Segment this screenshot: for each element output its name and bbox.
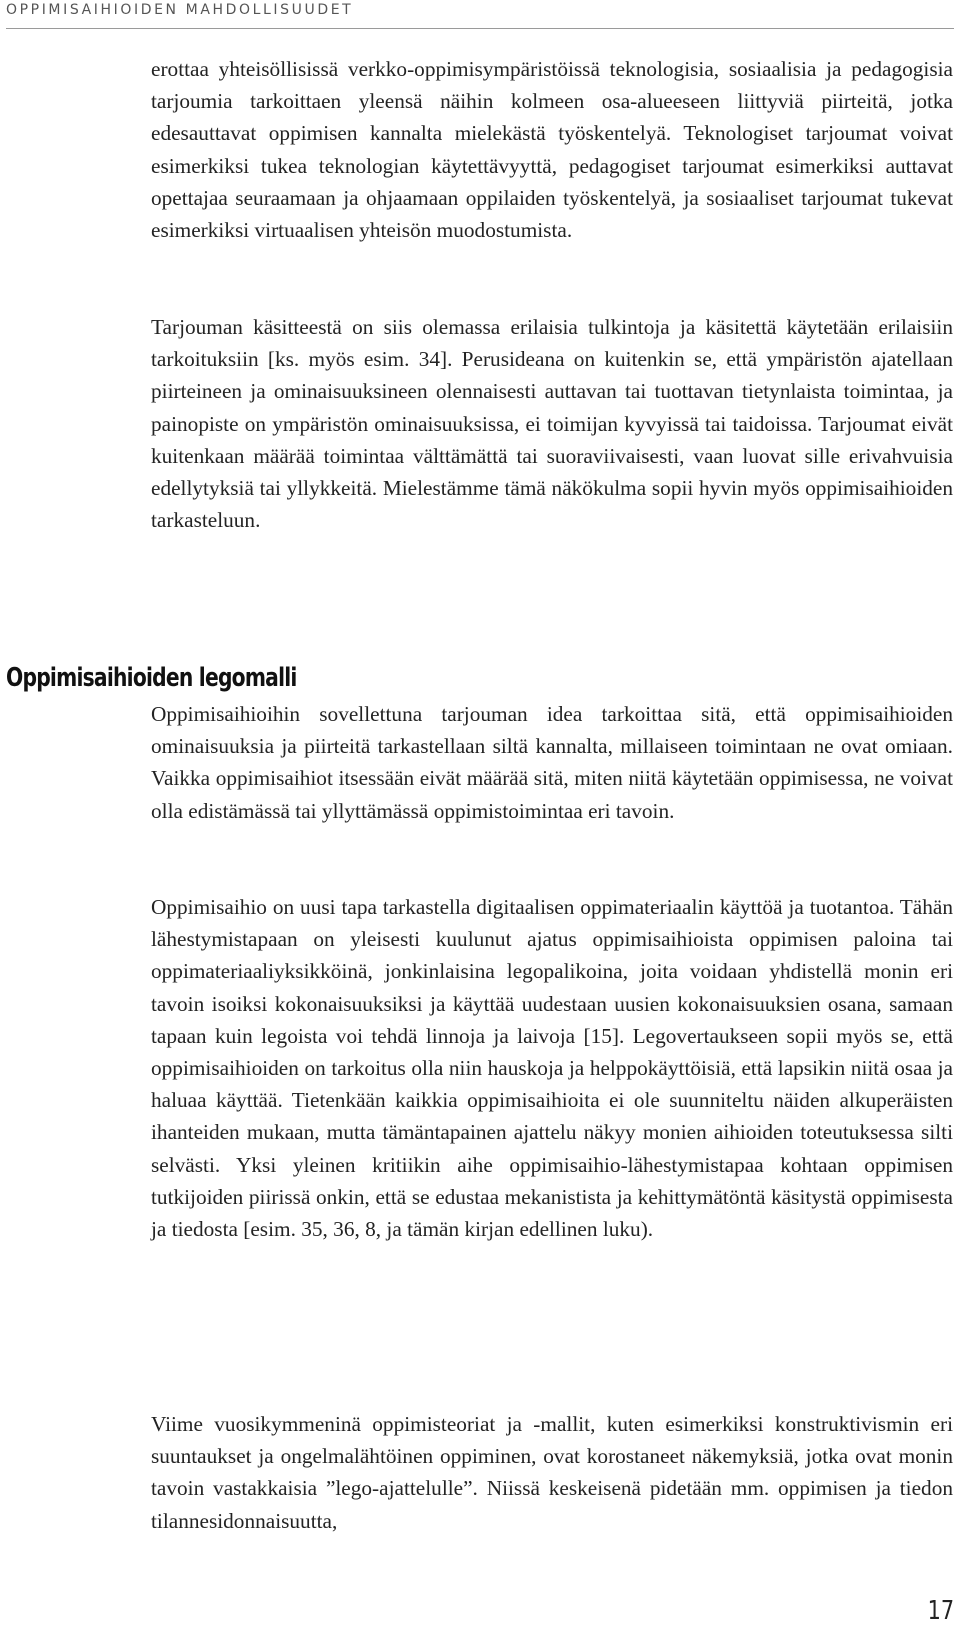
body-paragraph-2: Tarjouman käsitteestä on siis olemassa erilaisia tulkintoja ja käsitettä käytetään erilaisiin tarkoituksiin [ks. myös esim. 34]. Perusideana on kuitenkin se, että ympäristön ajatellaan piirteineen ja ominaisuuksineen olennaisesti auttavan tai tuottavan tietynlaista toimintaa, ja painopiste on ympäristön ominaisuuksissa, ei toimijan kyvyissä tai taidoissa. Tarjoumat eivät kuitenkaan määrää toimintaa välttämättä tai suoraviivaisesti, vaan luovat sille erivahvuisia edellytyksiä tai yllykkeitä. Mielestämme tämä näkökulma sopii hyvin myös oppimisaihioiden tarkasteluun.	[151, 315, 953, 533]
page-number: 17	[927, 1596, 954, 1626]
body-paragraph-3: Oppimisaihioihin sovellettuna tarjouman idea tarkoittaa sitä, että oppimisaihioiden ominaisuuksia ja piirteitä tarkastellaan siltä kannalta, millaiseen toimintaan ne ovat omiaan. Vaikka oppimisaihiot itsessään eivät määrää sitä, miten niitä käytetään oppimisessa, ne voivat olla edistämässä tai yllyttämässä oppimistoimintaa eri tavoin.	[151, 702, 953, 823]
header-divider	[6, 28, 954, 29]
running-header-title: OPPIMISAIHIOIDEN MAHDOLLISUUDET	[6, 2, 354, 18]
body-paragraph-1: erottaa yhteisöllisissä verkko-oppimisympäristöissä teknologisia, sosiaalisia ja pedagogisia tarjoumia tarkoittaen yleensä näihin kolmeen osa-alueeseen liittyviä piirteitä, jotka edesauttavat oppimisen kannalta mielekästä työskentelyä. Teknologiset tarjoumat voivat esimerkiksi tukea teknologian käytettävyyttä, pedagogiset tarjoumat esimerkiksi auttavat opettajaa seuraamaan ja ohjaamaan oppilaiden työskentelyä, ja sosiaaliset tarjoumat tukevat esimerkiksi virtuaalisen yhteisön muodostumista.	[151, 57, 953, 243]
body-paragraph-4: Oppimisaihio on uusi tapa tarkastella digitaalisen oppimateriaalin käyttöä ja tuotantoa. Tähän lähestymistapaan on yleisesti kuulunut ajatus oppimisaihioista oppimisen paloina tai oppimateriaaliyksikköinä, jonkinlaisina legopalikoina, joita voidaan yhdistellä monin eri tavoin isoiksi kokonaisuuksiksi ja käyttää uudestaan uusien kokonaisuuksien osana, samaan tapaan kuin legoista voi tehdä linnoja ja laivoja [15]. Legovertaukseen sopii myös se, että oppimisaihioiden on tarkoitus olla niin hauskoja ja helppokäyttöisiä, että lapsikin niitä osaa ja haluaa käyttää. Tietenkään kaikkia oppimisaihioita ei ole suunniteltu näiden alkuperäisten ihanteiden mukaan, mutta tämäntapainen ajattelu näkyy monien aihioiden toteutuksessa silti selvästi. Yksi yleinen kritiikin aihe oppimisaihio-lähestymistapaa kohtaan oppimisen tutkijoiden piirissä onkin, että se edustaa mekanistista ja kehittymätöntä käsitystä oppimisesta ja tiedosta [esim. 35, 36, 8, ja tämän kirjan edellinen luku).	[151, 895, 953, 1242]
body-paragraph-5: Viime vuosikymmeninä oppimisteoriat ja -mallit, kuten esimerkiksi konstruktivismin eri suuntaukset ja ongelmalähtöinen oppiminen, ovat korostaneet näkemyksiä, jotka ovat monin tavoin vastakkaisia ”lego-ajattelulle”. Niissä keskeisenä pidetään mm. oppimisen ja tiedon tilannesidonnaisuutta,	[151, 1412, 953, 1533]
section-heading: Oppimisaihioiden legomalli	[6, 663, 297, 693]
